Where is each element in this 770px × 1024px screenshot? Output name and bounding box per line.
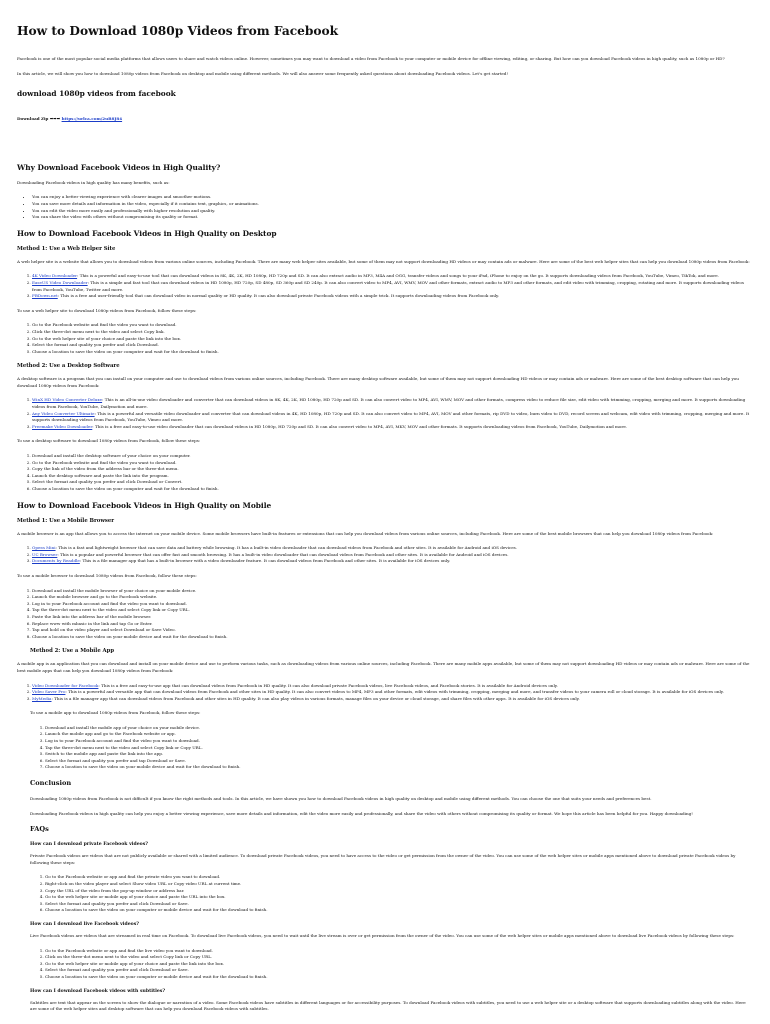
desktop-method-1-lead: A web helper site is a website that allows you to download videos from various online sources, including Facebook. There are many web helper sites available, but some of them may not support downloading HD videos or may contain ads or malware. Here are some of the best web helper sites that can help you download 1080p videos from Facebook: xyxy=(17,258,750,264)
list-item: • You can save more details and information in the video, especially if it contains text, graphics, or animations. xyxy=(32,201,753,208)
list-item: 3. Log in to your Facebook account and find the video you want to download. xyxy=(32,601,753,608)
site-link[interactable]: Video Saver Pro xyxy=(32,689,66,695)
desktop-method-2-steps-lead: To use a desktop software to download 1080p videos from Facebook, follow these steps: xyxy=(17,438,201,444)
site-link[interactable]: Opera Mini xyxy=(32,545,56,551)
list-item: 3. Go to the web helper site of your choice and paste the link into the box. xyxy=(32,336,753,343)
site-description: : This is a free and easy-to-use video downloader that can download videos in HD 1080p, HD 720p and SD. It can also convert video to MP4, AVI, MKV, MOV and other formats. It supports downloading videos from Facebook, YouTube, Dailymotion and more. xyxy=(92,423,628,429)
desktop-method-1-steps-lead: To use a web helper site to download 1080p videos from Facebook, follow these steps: xyxy=(17,307,197,313)
site-description: : This is a file manager app that has a built-in browser with a video downloader feature. It can download videos from Facebook and other sites. It is available for iOS devices only. xyxy=(79,558,451,564)
list-item: 5. Select the format and quality you prefer and click Download or Save. xyxy=(45,901,753,908)
list-item xyxy=(32,397,753,410)
list-item: 1. Go to the Facebook website or app and find the live video you want to download. xyxy=(45,948,753,955)
list-item xyxy=(32,689,753,696)
list-item: 6. Replace www with mbasic in the link and tap Go or Enter. xyxy=(32,621,753,628)
site-description: : This is a free and easy-to-use app that can download videos from Facebook in HD quality. It can also download private Facebook videos, live Facebook videos, and Facebook stories. It is available for Android devices only. xyxy=(98,682,558,688)
list-item: 7. Tap and hold on the video player and select Download or Save Video. xyxy=(32,627,753,634)
faq-answer-3-lead: Subtitles are text that appear on the screen to show the dialogue or narration of a video. Some Facebook videos have subtitles in different languages or for accessibility purposes. To download Facebook videos with subtitles, you need to use a web helper site or a desktop software that supports downloading subtitles along with the video. Here are some of the web helper sites and desktop software that can help you download Facebook videos with subtitles. xyxy=(30,999,746,1012)
list-item: 3. Copy the link of the video from the address bar or the three-dot menu. xyxy=(32,466,753,473)
site-description: : This is a powerful and versatile app that can download videos from Facebook and other sites in HD quality. It can also convert videos to MP4, MP3 and other formats, edit videos with trimming, cropping, merging and more, and transfer videos to your camera roll or cloud storage. It is available for iOS devices only. xyxy=(65,689,724,695)
download-zip-label: Download Zip ➡➡➡ xyxy=(17,116,62,122)
mobile-method-1-heading: Method 1: Use a Mobile Browser xyxy=(17,517,115,524)
desktop-method-1-heading: Method 1: Use a Web Helper Site xyxy=(17,245,116,252)
list-item: 1. Go to the Facebook website or app and find the private video you want to download. xyxy=(45,874,753,881)
mobile-method-2-sites xyxy=(17,683,753,703)
site-link[interactable]: EaseUS Video Downloader xyxy=(32,279,88,285)
conclusion-section xyxy=(30,779,753,788)
faq-question-2: How can I download live Facebook videos? xyxy=(30,921,139,927)
list-item: 3. Copy the URL of the video from the pop-up window or address bar. xyxy=(45,888,753,895)
faqs-section xyxy=(30,825,753,1013)
site-link[interactable]: WinX HD Video Converter Deluxe xyxy=(32,397,103,403)
site-description: : This is a fast and lightweight browser that can save data and battery while browsing. It has a built-in video downloader that can download videos from Facebook and other sites. It is available for Android and iOS devices. xyxy=(55,545,518,551)
site-link[interactable]: FBDown.net xyxy=(32,293,58,299)
list-item: 5. Switch to the mobile app and paste the link into the app. xyxy=(45,751,753,758)
list-item: 2. Launch the mobile browser and go to the Facebook website. xyxy=(32,594,753,601)
page-title: How to Download 1080p Videos from Facebook xyxy=(17,24,339,38)
site-description: : This is an all-in-one video downloader and converter that can download videos in 8K, 4K, 2K, HD 1080p, HD 720p and SD. It can also convert video to MP4, AVI, WMV, MOV and other formats, compress video to reduce file size, edit video with trimming, cropping, merging and more. It supports downloading videos from Facebook, YouTube, Dailymotion and more. xyxy=(32,397,746,410)
list-item xyxy=(32,293,753,300)
list-item: 3. Go to the web helper site or mobile app of your choice and paste the link into the box. xyxy=(45,961,753,968)
list-item: 5. Select the format and quality you prefer and click Download or Convert. xyxy=(32,479,753,486)
list-item: 4. Go to the web helper site or mobile app of your choice and paste the URL into the box. xyxy=(45,894,753,901)
list-item: 8. Choose a location to save the video on your mobile device and wait for the download to finish. xyxy=(32,634,753,641)
site-description: : This is a simple and fast tool that can download videos in HD 1080p, HD 720p, SD 480p, SD 360p and SD 240p. It can also convert video to MP4, AVI, WMV, MOV and other formats, extract audio to MP3 and other formats, and edit video with trimming, cropping, rotating and more. It supports downloading videos from Facebook, YouTube, Twitter and more. xyxy=(32,279,744,292)
list-item: 4. Select the format and quality you prefer and click Download. xyxy=(32,342,753,349)
site-link[interactable]: 4K Video Downloader xyxy=(32,273,78,279)
list-item: • You can edit the video more easily and professionally with higher resolution and quality. xyxy=(32,208,753,215)
download-zip-line xyxy=(17,116,753,123)
list-item xyxy=(32,683,753,690)
list-item xyxy=(32,558,753,565)
faq-question-1: How can I download private Facebook videos? xyxy=(30,842,148,848)
list-item: 5. Choose a location to save the video on your computer and wait for the download to finish. xyxy=(32,349,753,356)
list-item: 6. Choose a location to save the video on your computer and wait for the download to finish. xyxy=(32,486,753,493)
list-item xyxy=(32,545,753,552)
list-item: 1. Download and install the mobile app of your choice on your mobile device. xyxy=(45,725,753,732)
desktop-method-1-steps xyxy=(17,322,753,355)
site-description: : This is a powerful and versatile video downloader and converter that can download videos in 4K, HD 1080p, HD 720p and SD. It can also convert video to MP4, AVI, MOV and other formats, rip DVD to video, burn video to DVD, record screen and webcam, edit video with trimming, cropping, merging and more. It supports downloading videos from Facebook, YouTube, Vimeo and more. xyxy=(32,410,750,423)
list-item: 2. Launch the mobile app and go to the Facebook website or app. xyxy=(45,731,753,738)
site-link[interactable]: Freemake Video Downloader xyxy=(32,423,93,429)
faq-answer-1-lead: Private Facebook videos are videos that are not publicly available or shared with a limited audience. To download private Facebook videos, you need to have access to the video or get permission from the owner of the video. You can use some of the web helper sites or mobile apps mentioned above to download private Facebook videos by following these steps: xyxy=(30,853,736,865)
list-item: 4. Tap the three-dot menu next to the video and select Copy link or Copy URL. xyxy=(32,607,753,614)
list-item xyxy=(32,273,753,280)
list-item: 6. Choose a location to save the video on your computer or mobile device and wait for the download to finish. xyxy=(45,907,753,914)
faq-answer-2-lead: Live Facebook videos are videos that are streamed in real time on Facebook. To download live Facebook videos, you need to wait until the live stream is over or get permission from the owner of the video. You can use some of the web helper sites or mobile apps mentioned above to download live Facebook videos by following these steps: xyxy=(30,932,735,938)
list-item xyxy=(32,696,753,703)
list-item: 5. Paste the link into the address bar of the mobile browser. xyxy=(32,614,753,621)
conclusion-heading: Conclusion xyxy=(30,779,72,788)
list-item: 4. Tap the three-dot menu next to the video and select Copy link or Copy URL. xyxy=(45,745,753,752)
faq-answer-2-steps xyxy=(30,948,753,981)
conclusion-paragraph-1: Downloading 1080p videos from Facebook is not difficult if you know the right methods and tools. In this article, we have shown you how to download Facebook videos in high quality on desktop and mobile using different methods. You can choose the one that suits your needs and preferences best. xyxy=(30,796,652,802)
mobile-method-1-sites xyxy=(17,545,753,565)
mobile-method-2-lead: A mobile app is an application that you can download and install on your mobile device and use to perform various tasks, such as downloading videos from various online sources, including Facebook. There are many mobile apps available, but some of them may not support downloading HD videos or may contain ads or malware. Here are some of the best mobile apps that can help you download 1080p videos from Facebook: xyxy=(17,661,750,673)
why-lead: Downloading Facebook videos in high quality has many benefits, such as: xyxy=(17,179,170,185)
list-item: • You can enjoy a better viewing experience with clearer images and smoother motions. xyxy=(32,194,753,201)
why-list xyxy=(17,194,753,220)
desktop-method-2-lead: A desktop software is a program that you can install on your computer and use to download videos from various online sources, including Facebook. There are many desktop software available, but some of them may not support downloading HD videos or may contain ads or malware. Here are some of the best desktop software that can help you download 1080p videos from Facebook: xyxy=(17,376,739,388)
list-item: 1. Download and install the desktop software of your choice on your computer. xyxy=(32,453,753,460)
intro-paragraph-1: Facebook is one of the most popular social media platforms that allows users to share and watch videos online. However, sometimes you may want to download a video from Facebook to your computer or mobile device for offline viewing, editing, or sharing. But how can you download Facebook videos in high quality, such as 1080p or HD? xyxy=(17,56,725,61)
intro-paragraph-2: In this article, we will show you how to download 1080p videos from Facebook on desktop and mobile using different methods. We will also answer some frequently asked questions about downloading Facebook videos. Let's get started! xyxy=(17,70,509,76)
list-item: 3. Log in to your Facebook account and find the video you want to download. xyxy=(45,738,753,745)
list-item: 2. Click on the three-dot menu next to the video and select Copy link or Copy URL. xyxy=(45,954,753,961)
list-item xyxy=(32,424,753,431)
site-description: : This is a powerful and easy-to-use tool that can download videos in 8K, 4K, 2K, HD 1080p, HD 720p and SD. It can also extract audio in MP3, M4A and OGG, transfer videos and songs to your iPad, iPhone to enjoy on the go. It supports downloading videos from Facebook, YouTube, Vimeo, TikTok, and more. xyxy=(77,273,719,279)
conclusion-paragraph-2: Downloading Facebook videos in high quality can help you enjoy a better viewing experience, save more details and information, edit the video more easily and professionally, and share the video with others without compromising its quality or format. We hope this article has been helpful for you. Happy downloading! xyxy=(30,810,693,816)
list-item xyxy=(32,280,753,293)
desktop-method-2-steps xyxy=(17,453,753,493)
desktop-method-2-heading: Method 2: Use a Desktop Software xyxy=(17,363,120,370)
site-link[interactable]: MyMedia xyxy=(32,695,52,701)
list-item: 2. Right-click on the video player and select Show video URL or Copy video URL at current time. xyxy=(45,881,753,888)
why-heading: Why Download Facebook Videos in High Quality? xyxy=(17,162,221,172)
list-item: 7. Choose a location to save the video on your mobile device and wait for the download to finish. xyxy=(45,764,753,771)
list-item: • You can share the video with others without compromising its quality or format. xyxy=(32,214,753,221)
site-link[interactable]: Video Downloader for Facebook xyxy=(32,682,99,688)
faq-answer-1-steps xyxy=(30,874,753,914)
site-description: : This is a free and user-friendly tool that can download video in normal quality or HD quality. It can also download private Facebook videos with a simple trick. It supports downloading videos from Facebook only. xyxy=(57,293,500,299)
download-heading: download 1080p videos from facebook xyxy=(17,89,176,99)
list-item: 2. Go to the Facebook website and find the video you want to download. xyxy=(32,460,753,467)
list-item: 1. Download and install the mobile browser of your choice on your mobile device. xyxy=(32,588,753,595)
list-item: 1. Go to the Facebook website and find the video you want to download. xyxy=(32,322,753,329)
desktop-method-1-sites xyxy=(17,273,753,299)
faqs-heading: FAQs xyxy=(30,825,49,834)
list-item: 5. Choose a location to save the video on your computer or mobile device and wait for the download to finish. xyxy=(45,974,753,981)
mobile-method-1-lead: A mobile browser is an app that allows you to access the internet on your mobile device. Some mobile browsers have built-in features or extensions that can help you download videos from various online sources, including Facebook. Here are some of the best mobile browsers that can help you download 1080p videos from Facebook: xyxy=(17,530,714,536)
mobile-heading: How to Download Facebook Videos in High Quality on Mobile xyxy=(17,500,272,510)
mobile-method-2-section xyxy=(30,648,753,655)
site-description: : This is a file manager app that can download videos from Facebook and other sites in HD quality. It can also play videos in various formats, manage files on your device or cloud storage, and share files with other apps. It is available for iOS devices only. xyxy=(51,695,580,701)
mobile-method-1-steps-lead: To use a mobile browser to download 1080p videos from Facebook, follow these steps: xyxy=(17,572,197,578)
list-item xyxy=(32,411,753,424)
desktop-method-2-sites xyxy=(17,397,753,430)
list-item: 2. Click the three-dot menu next to the video and select Copy link. xyxy=(32,329,753,336)
mobile-method-2-steps-lead: To use a mobile app to download 1080p videos from Facebook, follow these steps: xyxy=(30,710,201,716)
mobile-method-1-steps xyxy=(17,588,753,641)
mobile-method-2-heading: Method 2: Use a Mobile App xyxy=(30,648,115,655)
list-item: 4. Launch the desktop software and paste the link into the program. xyxy=(32,473,753,480)
site-link[interactable]: Documents by Readdle xyxy=(32,558,80,564)
site-description: : This is a popular and powerful browser that can offer fast and smooth browsing. It has a built-in video downloader that can download videos from Facebook and other sites. It is available for Android and iOS devices. xyxy=(57,551,509,557)
faq-question-3: How can I download Facebook videos with subtitles? xyxy=(30,988,166,994)
list-item: 4. Select the format and quality you prefer and click Download or Save. xyxy=(45,967,753,974)
mobile-method-2-steps xyxy=(17,725,753,771)
list-item: 6. Select the format and quality you prefer and tap Download or Save. xyxy=(45,758,753,765)
site-link[interactable]: Any Video Converter Ultimate xyxy=(32,410,95,416)
site-link[interactable]: UC Browser xyxy=(32,551,58,557)
download-zip-link[interactable]: https://urlca.com/2uB8J84 xyxy=(61,116,123,122)
desktop-heading: How to Download Facebook Videos in High Quality on Desktop xyxy=(17,228,277,238)
list-item xyxy=(32,552,753,559)
